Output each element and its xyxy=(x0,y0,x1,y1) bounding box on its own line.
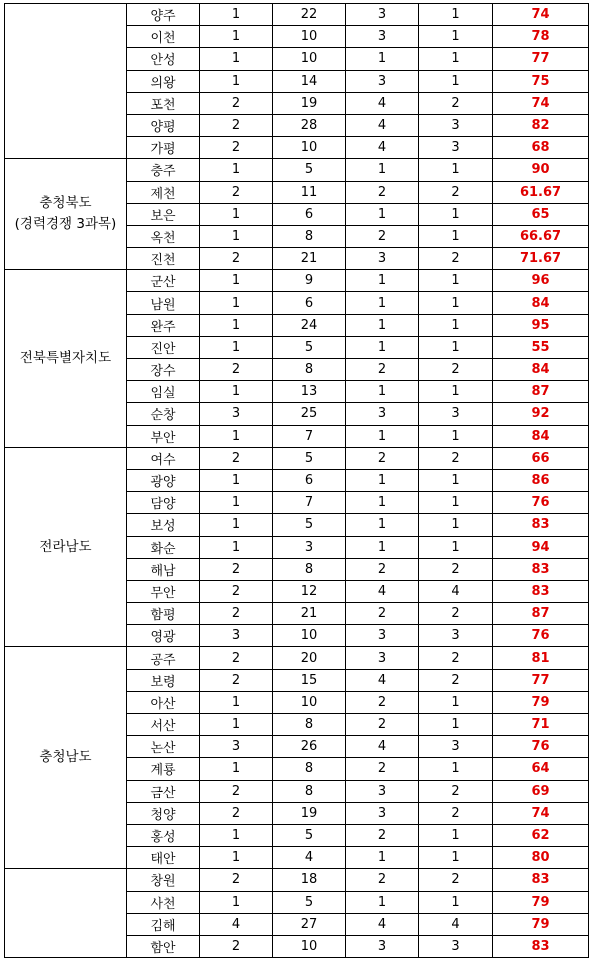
col-a-cell: 2 xyxy=(200,92,273,114)
col-a-cell: 1 xyxy=(200,26,273,48)
col-a-cell: 3 xyxy=(200,736,273,758)
col-b-cell: 25 xyxy=(273,403,346,425)
col-d-cell: 1 xyxy=(419,425,493,447)
col-c-cell: 1 xyxy=(346,425,419,447)
col-a-cell: 1 xyxy=(200,469,273,491)
col-a-cell: 1 xyxy=(200,714,273,736)
col-b-cell: 11 xyxy=(273,181,346,203)
col-d-cell: 1 xyxy=(419,48,493,70)
col-a-cell: 1 xyxy=(200,270,273,292)
col-d-cell: 1 xyxy=(419,26,493,48)
col-d-cell: 1 xyxy=(419,314,493,336)
city-cell: 영광 xyxy=(127,625,200,647)
col-d-cell: 1 xyxy=(419,469,493,491)
city-cell: 장수 xyxy=(127,359,200,381)
col-a-cell: 2 xyxy=(200,558,273,580)
city-cell: 가평 xyxy=(127,137,200,159)
col-b-cell: 13 xyxy=(273,381,346,403)
score-cell: 71.67 xyxy=(493,248,589,270)
col-c-cell: 1 xyxy=(346,159,419,181)
col-d-cell: 2 xyxy=(419,603,493,625)
score-cell: 94 xyxy=(493,536,589,558)
col-a-cell: 3 xyxy=(200,403,273,425)
score-cell: 76 xyxy=(493,492,589,514)
col-c-cell: 2 xyxy=(346,359,419,381)
city-cell: 논산 xyxy=(127,736,200,758)
col-d-cell: 2 xyxy=(419,248,493,270)
col-b-cell: 5 xyxy=(273,336,346,358)
col-a-cell: 1 xyxy=(200,203,273,225)
col-d-cell: 3 xyxy=(419,736,493,758)
col-c-cell: 4 xyxy=(346,669,419,691)
region-cell xyxy=(5,647,127,869)
table-row xyxy=(5,159,589,181)
col-c-cell: 1 xyxy=(346,336,419,358)
score-cell: 79 xyxy=(493,891,589,913)
col-b-cell: 10 xyxy=(273,691,346,713)
col-b-cell: 6 xyxy=(273,292,346,314)
score-cell: 95 xyxy=(493,314,589,336)
region-cell xyxy=(5,270,127,448)
score-cell: 74 xyxy=(493,802,589,824)
score-cell: 83 xyxy=(493,580,589,602)
results-table xyxy=(4,3,589,958)
city-cell: 보성 xyxy=(127,514,200,536)
city-cell: 광양 xyxy=(127,469,200,491)
col-a-cell: 1 xyxy=(200,159,273,181)
col-c-cell: 2 xyxy=(346,447,419,469)
col-b-cell: 19 xyxy=(273,802,346,824)
col-c-cell: 1 xyxy=(346,492,419,514)
col-d-cell: 2 xyxy=(419,92,493,114)
score-cell: 77 xyxy=(493,48,589,70)
city-cell: 청양 xyxy=(127,802,200,824)
col-c-cell: 3 xyxy=(346,802,419,824)
col-c-cell: 3 xyxy=(346,935,419,957)
city-cell: 여수 xyxy=(127,447,200,469)
col-b-cell: 3 xyxy=(273,536,346,558)
region-name: 충청북도 xyxy=(39,195,92,212)
col-c-cell: 1 xyxy=(346,314,419,336)
score-cell: 90 xyxy=(493,159,589,181)
col-d-cell: 1 xyxy=(419,847,493,869)
city-cell: 아산 xyxy=(127,691,200,713)
col-a-cell: 1 xyxy=(200,847,273,869)
region-name: 충청남도 xyxy=(39,749,92,766)
col-c-cell: 1 xyxy=(346,469,419,491)
col-d-cell: 1 xyxy=(419,691,493,713)
col-a-cell: 1 xyxy=(200,425,273,447)
col-d-cell: 3 xyxy=(419,137,493,159)
score-cell: 61.67 xyxy=(493,181,589,203)
col-a-cell: 2 xyxy=(200,780,273,802)
col-a-cell: 2 xyxy=(200,181,273,203)
col-c-cell: 2 xyxy=(346,603,419,625)
col-c-cell: 2 xyxy=(346,691,419,713)
city-cell: 보은 xyxy=(127,203,200,225)
col-d-cell: 1 xyxy=(419,336,493,358)
col-d-cell: 2 xyxy=(419,869,493,891)
score-cell: 77 xyxy=(493,669,589,691)
region-cell xyxy=(5,447,127,647)
col-d-cell: 3 xyxy=(419,114,493,136)
col-b-cell: 15 xyxy=(273,669,346,691)
score-cell: 86 xyxy=(493,469,589,491)
col-a-cell: 2 xyxy=(200,248,273,270)
col-a-cell: 1 xyxy=(200,4,273,26)
col-c-cell: 3 xyxy=(346,647,419,669)
col-c-cell: 1 xyxy=(346,514,419,536)
col-c-cell: 4 xyxy=(346,92,419,114)
col-c-cell: 1 xyxy=(346,270,419,292)
col-a-cell: 2 xyxy=(200,869,273,891)
city-cell: 김해 xyxy=(127,913,200,935)
city-cell: 해남 xyxy=(127,558,200,580)
col-d-cell: 2 xyxy=(419,181,493,203)
col-d-cell: 1 xyxy=(419,758,493,780)
col-a-cell: 2 xyxy=(200,114,273,136)
col-a-cell: 1 xyxy=(200,336,273,358)
city-cell: 순창 xyxy=(127,403,200,425)
col-d-cell: 2 xyxy=(419,802,493,824)
score-cell: 75 xyxy=(493,70,589,92)
col-c-cell: 1 xyxy=(346,292,419,314)
col-b-cell: 24 xyxy=(273,314,346,336)
score-cell: 76 xyxy=(493,736,589,758)
score-cell: 55 xyxy=(493,336,589,358)
table-row xyxy=(5,4,589,26)
city-cell: 완주 xyxy=(127,314,200,336)
col-c-cell: 3 xyxy=(346,625,419,647)
col-b-cell: 10 xyxy=(273,625,346,647)
score-cell: 74 xyxy=(493,92,589,114)
score-cell: 81 xyxy=(493,647,589,669)
col-a-cell: 1 xyxy=(200,48,273,70)
results-table-body xyxy=(5,4,589,958)
city-cell: 서산 xyxy=(127,714,200,736)
col-c-cell: 1 xyxy=(346,203,419,225)
col-b-cell: 10 xyxy=(273,26,346,48)
col-c-cell: 3 xyxy=(346,403,419,425)
col-b-cell: 8 xyxy=(273,359,346,381)
col-d-cell: 3 xyxy=(419,403,493,425)
city-cell: 담양 xyxy=(127,492,200,514)
col-c-cell: 2 xyxy=(346,558,419,580)
col-a-cell: 1 xyxy=(200,891,273,913)
score-cell: 76 xyxy=(493,625,589,647)
col-b-cell: 22 xyxy=(273,4,346,26)
score-cell: 83 xyxy=(493,869,589,891)
col-b-cell: 6 xyxy=(273,469,346,491)
score-cell: 66 xyxy=(493,447,589,469)
col-b-cell: 10 xyxy=(273,48,346,70)
col-b-cell: 18 xyxy=(273,869,346,891)
col-c-cell: 2 xyxy=(346,824,419,846)
city-cell: 창원 xyxy=(127,869,200,891)
col-d-cell: 1 xyxy=(419,514,493,536)
col-c-cell: 2 xyxy=(346,181,419,203)
col-b-cell: 14 xyxy=(273,70,346,92)
region-name: 전라남도 xyxy=(39,538,92,555)
score-cell: 87 xyxy=(493,381,589,403)
col-d-cell: 1 xyxy=(419,292,493,314)
col-c-cell: 3 xyxy=(346,70,419,92)
col-c-cell: 3 xyxy=(346,780,419,802)
col-b-cell: 27 xyxy=(273,913,346,935)
score-cell: 83 xyxy=(493,514,589,536)
score-cell: 78 xyxy=(493,26,589,48)
col-d-cell: 3 xyxy=(419,625,493,647)
region-name: 전북특별자치도 xyxy=(19,350,112,366)
score-cell: 82 xyxy=(493,114,589,136)
col-a-cell: 1 xyxy=(200,758,273,780)
col-c-cell: 4 xyxy=(346,114,419,136)
col-a-cell: 2 xyxy=(200,137,273,159)
city-cell: 보령 xyxy=(127,669,200,691)
city-cell: 태안 xyxy=(127,847,200,869)
score-cell: 83 xyxy=(493,935,589,957)
score-cell: 84 xyxy=(493,425,589,447)
col-a-cell: 1 xyxy=(200,381,273,403)
col-b-cell: 21 xyxy=(273,603,346,625)
region-cell xyxy=(5,869,127,958)
city-cell: 양주 xyxy=(127,4,200,26)
city-cell: 진천 xyxy=(127,248,200,270)
city-cell: 사천 xyxy=(127,891,200,913)
col-d-cell: 1 xyxy=(419,270,493,292)
col-d-cell: 2 xyxy=(419,669,493,691)
col-a-cell: 2 xyxy=(200,669,273,691)
col-b-cell: 8 xyxy=(273,558,346,580)
city-cell: 남원 xyxy=(127,292,200,314)
table-row xyxy=(5,869,589,891)
col-a-cell: 1 xyxy=(200,536,273,558)
col-b-cell: 5 xyxy=(273,891,346,913)
col-b-cell: 5 xyxy=(273,159,346,181)
col-d-cell: 2 xyxy=(419,780,493,802)
table-row xyxy=(5,270,589,292)
col-b-cell: 5 xyxy=(273,514,346,536)
col-d-cell: 4 xyxy=(419,580,493,602)
col-b-cell: 8 xyxy=(273,714,346,736)
table-row xyxy=(5,447,589,469)
col-b-cell: 4 xyxy=(273,847,346,869)
score-cell: 71 xyxy=(493,714,589,736)
city-cell: 공주 xyxy=(127,647,200,669)
col-d-cell: 1 xyxy=(419,492,493,514)
col-a-cell: 1 xyxy=(200,492,273,514)
col-b-cell: 8 xyxy=(273,758,346,780)
score-cell: 79 xyxy=(493,913,589,935)
col-b-cell: 19 xyxy=(273,92,346,114)
col-b-cell: 26 xyxy=(273,736,346,758)
col-b-cell: 8 xyxy=(273,225,346,247)
col-c-cell: 2 xyxy=(346,714,419,736)
city-cell: 군산 xyxy=(127,270,200,292)
score-cell: 69 xyxy=(493,780,589,802)
city-cell: 충주 xyxy=(127,159,200,181)
col-b-cell: 21 xyxy=(273,248,346,270)
col-b-cell: 5 xyxy=(273,824,346,846)
score-cell: 65 xyxy=(493,203,589,225)
city-cell: 의왕 xyxy=(127,70,200,92)
col-a-cell: 1 xyxy=(200,691,273,713)
city-cell: 이천 xyxy=(127,26,200,48)
col-d-cell: 1 xyxy=(419,4,493,26)
city-cell: 금산 xyxy=(127,780,200,802)
col-d-cell: 3 xyxy=(419,935,493,957)
col-a-cell: 1 xyxy=(200,292,273,314)
col-c-cell: 2 xyxy=(346,225,419,247)
col-c-cell: 1 xyxy=(346,891,419,913)
col-a-cell: 1 xyxy=(200,514,273,536)
score-cell: 84 xyxy=(493,359,589,381)
city-cell: 계룡 xyxy=(127,758,200,780)
col-d-cell: 2 xyxy=(419,447,493,469)
score-cell: 64 xyxy=(493,758,589,780)
city-cell: 함평 xyxy=(127,603,200,625)
score-cell: 96 xyxy=(493,270,589,292)
score-cell: 79 xyxy=(493,691,589,713)
score-cell: 84 xyxy=(493,292,589,314)
city-cell: 홍성 xyxy=(127,824,200,846)
col-d-cell: 1 xyxy=(419,159,493,181)
col-d-cell: 2 xyxy=(419,359,493,381)
col-c-cell: 4 xyxy=(346,137,419,159)
col-b-cell: 28 xyxy=(273,114,346,136)
col-d-cell: 1 xyxy=(419,824,493,846)
col-b-cell: 12 xyxy=(273,580,346,602)
score-cell: 66.67 xyxy=(493,225,589,247)
col-a-cell: 2 xyxy=(200,647,273,669)
score-cell: 62 xyxy=(493,824,589,846)
col-c-cell: 4 xyxy=(346,580,419,602)
city-cell: 포천 xyxy=(127,92,200,114)
col-b-cell: 10 xyxy=(273,137,346,159)
col-d-cell: 1 xyxy=(419,381,493,403)
region-name: (경력경쟁 3과목) xyxy=(14,216,117,233)
col-d-cell: 2 xyxy=(419,647,493,669)
col-a-cell: 2 xyxy=(200,359,273,381)
col-c-cell: 1 xyxy=(346,48,419,70)
col-a-cell: 3 xyxy=(200,625,273,647)
col-c-cell: 2 xyxy=(346,869,419,891)
score-cell: 68 xyxy=(493,137,589,159)
col-b-cell: 8 xyxy=(273,780,346,802)
col-a-cell: 1 xyxy=(200,314,273,336)
col-a-cell: 4 xyxy=(200,913,273,935)
col-d-cell: 1 xyxy=(419,891,493,913)
col-d-cell: 4 xyxy=(419,913,493,935)
city-cell: 옥천 xyxy=(127,225,200,247)
col-c-cell: 2 xyxy=(346,758,419,780)
score-cell: 80 xyxy=(493,847,589,869)
city-cell: 임실 xyxy=(127,381,200,403)
col-d-cell: 1 xyxy=(419,714,493,736)
col-d-cell: 1 xyxy=(419,70,493,92)
table-row xyxy=(5,647,589,669)
city-cell: 부안 xyxy=(127,425,200,447)
col-c-cell: 3 xyxy=(346,4,419,26)
score-cell: 87 xyxy=(493,603,589,625)
col-a-cell: 2 xyxy=(200,802,273,824)
col-d-cell: 1 xyxy=(419,225,493,247)
col-b-cell: 7 xyxy=(273,425,346,447)
col-a-cell: 1 xyxy=(200,225,273,247)
col-b-cell: 6 xyxy=(273,203,346,225)
region-cell xyxy=(5,4,127,159)
col-a-cell: 2 xyxy=(200,935,273,957)
col-a-cell: 2 xyxy=(200,447,273,469)
city-cell: 제천 xyxy=(127,181,200,203)
city-cell: 양평 xyxy=(127,114,200,136)
col-b-cell: 7 xyxy=(273,492,346,514)
col-a-cell: 2 xyxy=(200,580,273,602)
col-c-cell: 4 xyxy=(346,913,419,935)
col-d-cell: 1 xyxy=(419,203,493,225)
city-cell: 함안 xyxy=(127,935,200,957)
city-cell: 화순 xyxy=(127,536,200,558)
region-cell xyxy=(5,159,127,270)
col-b-cell: 5 xyxy=(273,447,346,469)
col-d-cell: 1 xyxy=(419,536,493,558)
score-cell: 74 xyxy=(493,4,589,26)
col-d-cell: 2 xyxy=(419,558,493,580)
col-c-cell: 1 xyxy=(346,847,419,869)
city-cell: 안성 xyxy=(127,48,200,70)
col-c-cell: 3 xyxy=(346,26,419,48)
col-b-cell: 20 xyxy=(273,647,346,669)
col-a-cell: 1 xyxy=(200,70,273,92)
city-cell: 무안 xyxy=(127,580,200,602)
col-c-cell: 3 xyxy=(346,248,419,270)
col-b-cell: 9 xyxy=(273,270,346,292)
col-b-cell: 10 xyxy=(273,935,346,957)
score-cell: 92 xyxy=(493,403,589,425)
col-a-cell: 1 xyxy=(200,824,273,846)
col-c-cell: 1 xyxy=(346,381,419,403)
col-a-cell: 2 xyxy=(200,603,273,625)
col-c-cell: 4 xyxy=(346,736,419,758)
city-cell: 진안 xyxy=(127,336,200,358)
col-c-cell: 1 xyxy=(346,536,419,558)
score-cell: 83 xyxy=(493,558,589,580)
